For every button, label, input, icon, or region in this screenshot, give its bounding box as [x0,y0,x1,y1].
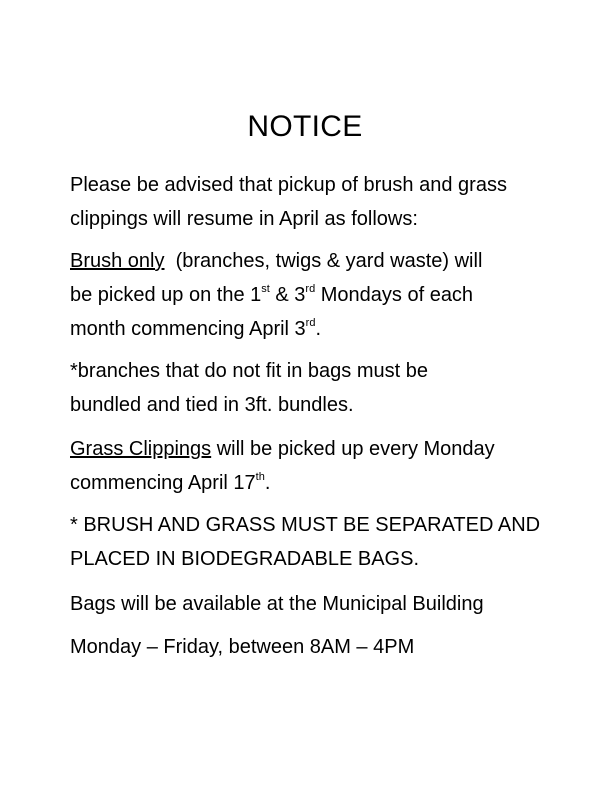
brush-line-2-b: & 3 [269,284,306,306]
notice-title: NOTICE [247,110,363,143]
brush-paragraph [70,244,570,346]
grass-line-1 [70,432,570,466]
brush-heading: Brush only [70,250,165,272]
grass-line-1-rest: will be picked up every Monday [211,438,495,460]
grass-line-2 [70,466,570,500]
brush-line-1-rest: (branches, twigs & yard waste) will [164,250,483,272]
intro-line-2: clippings will resume in April as follows: [70,208,418,230]
separate-line-2: PLACED IN BIODEGRADABLE BAGS. [70,548,419,570]
grass-paragraph [70,432,570,500]
brush-line-2 [70,278,570,312]
brush-line-3-a: month commencing April 3 [70,318,306,340]
hours-line: Monday – Friday, between 8AM – 4PM [70,636,415,658]
brush-line-3 [70,312,570,346]
branches-note [70,354,570,422]
separate-line-1: * BRUSH AND GRASS MUST BE SEPARATED AND [70,514,541,536]
ordinal-superscript: rd [305,283,316,295]
ordinal-superscript: rd [305,317,316,329]
grass-line-2-b: . [264,472,271,494]
brush-line-2-c: Mondays of each [315,284,474,306]
brush-line-3-b: . [315,318,322,340]
ordinal-superscript: th [255,471,265,483]
ordinal-superscript: st [261,283,270,295]
brush-line-1 [70,244,570,278]
intro-paragraph [70,168,570,236]
branches-line-2: bundled and tied in 3ft. bundles. [70,394,354,416]
separate-note [70,508,570,576]
brush-line-2-a: be picked up on the 1 [70,284,262,306]
grass-heading: Grass Clippings [70,438,212,460]
grass-line-2-a: commencing April 17 [70,472,256,494]
branches-line-1: *branches that do not fit in bags must be [70,360,428,382]
bags-availability-line: Bags will be available at the Municipal Building [70,593,484,615]
intro-line-1: Please be advised that pickup of brush and grass [70,174,507,196]
